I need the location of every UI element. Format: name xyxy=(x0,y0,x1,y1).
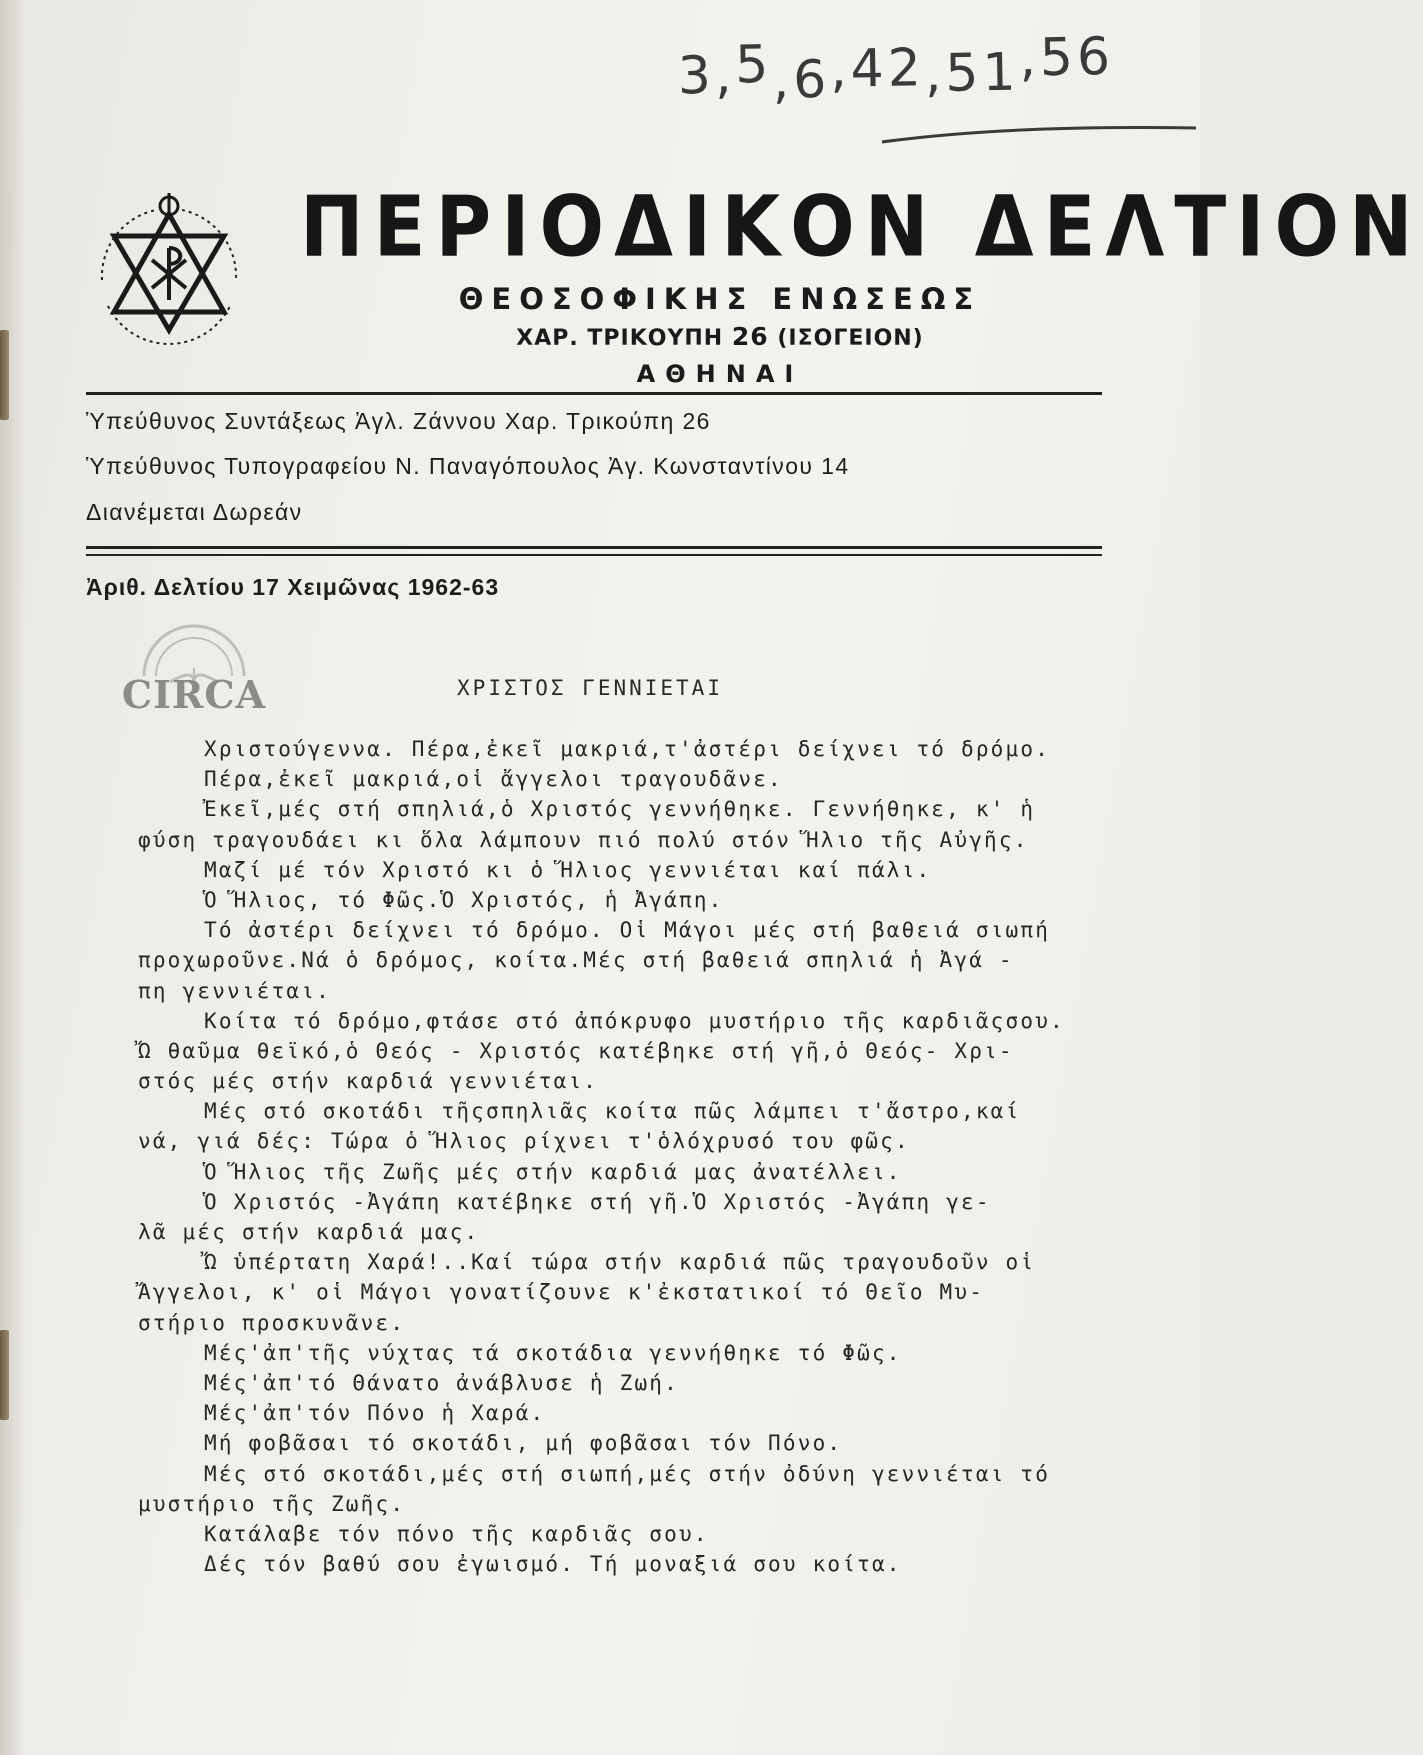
article-line: προχωροῦνε.Νά ὁ δρόμος, κοίτα.Μές στή βαθειά σπηλιά ἡ Ἀγά - xyxy=(138,948,1014,973)
handwritten-number: 3, xyxy=(677,45,736,107)
handwritten-number: 5 xyxy=(734,34,773,96)
bulletin-city: ΑΘΗΝΑΙ xyxy=(636,360,804,388)
circa-watermark-text: CIRCA xyxy=(121,672,267,717)
bulletin-address xyxy=(420,322,1020,351)
handwritten-number: ,56 xyxy=(1018,26,1115,89)
article-title: ΧΡΙΣΤΟΣ ΓΕΝΝΙΕΤΑΙ xyxy=(457,676,723,700)
article-line: Ὁ Χριστός -Ἀγάπη κατέβηκε στή γῆ.Ὁ Χριστός -Ἀγάπη γε- xyxy=(204,1189,991,1214)
article-line: μυστήριο τῆς Ζωῆς. xyxy=(138,1491,406,1516)
article-line: λᾶ μές στήν καρδιά μας. xyxy=(138,1220,480,1244)
article-line: Πέρα,ἐκεῖ μακριά,οἱ ἄγγελοι τραγουδᾶνε. xyxy=(204,767,783,792)
article-line: Μές στό σκοτάδι τῆςσπηλιᾶς κοίτα πῶς λάμπει τ'ἄστρο,καί xyxy=(204,1099,1021,1124)
page-edge-shadow xyxy=(0,0,26,1755)
article-body xyxy=(138,734,1128,1579)
article-line: στήριο προσκυνᾶνε. xyxy=(138,1310,406,1335)
address-street: ΧΑΡ. ΤΡΙΚΟΥΠΗ xyxy=(516,326,724,351)
article-line: νά, γιά δές: Τώρα ὁ Ἥλιος ρίχνει τ'ὁλόχρυσό του φῶς. xyxy=(138,1129,910,1154)
article-line: Ὁ Ἥλιος, τό Φῶς.Ὁ Χριστός, ἡ Ἀγάπη. xyxy=(204,887,724,912)
article-line: πη γεννιέται. xyxy=(138,978,331,1003)
article-line: φύση τραγουδάει κι ὅλα λάμπουν πιό πολύ στόν Ἥλιο τῆς Αὐγῆς. xyxy=(138,827,1029,852)
credits-divider-bottom xyxy=(86,554,1102,556)
handwritten-number: ,42 xyxy=(829,38,926,100)
article-line: Κατάλαβε τόν πόνο τῆς καρδιᾶς σου. xyxy=(204,1521,709,1546)
article-line: Κοίτα τό δρόμο,φτάσε στό ἀπόκρυφο μυστήριο τῆς καρδιᾶςσου. xyxy=(204,1008,1065,1033)
article-line: Μές'ἀπ'τῆς νύχτας τά σκοτάδια γεννήθηκε τό Φῶς. xyxy=(204,1340,902,1365)
article-line: Χριστούγεννα. Πέρα,ἐκεῖ μακριά,τ'ἀστέρι δείχνει τό δρόμο. xyxy=(204,737,1051,761)
article-line: Μές'ἀπ'τόν Πόνο ἡ Χαρά. xyxy=(204,1401,546,1426)
article-line: Δές τόν βαθύ σου ἐγωισμό. Τή μοναξιά σου κοίτα. xyxy=(204,1552,902,1577)
article-line: Μές στό σκοτάδι,μές στή σιωπή,μές στήν ὀδύνη γεννιέται τό xyxy=(204,1461,1051,1486)
handwritten-number: ,51 xyxy=(924,42,1021,105)
header-divider xyxy=(86,392,1102,395)
address-note: (ΙΣΟΓΕΙΟΝ) xyxy=(777,326,924,351)
article-line: Τό ἀστέρι δείχνει τό δρόμο. Οἱ Μάγοι μές στή βαθειά σιωπή xyxy=(204,918,1051,943)
article-line: Μαζί μέ τόν Χριστό κι ὁ Ἥλιος γεννιέται καί πάλι. xyxy=(204,857,932,882)
distribution-note: Διανέμεται Δωρεάν xyxy=(86,499,303,525)
staple-bottom xyxy=(0,1330,9,1420)
bulletin-title: ΠΕΡΙΟΔΙΚΟΝ ΔΕΛΤΙΟΝ xyxy=(300,177,1423,276)
handwritten-underline xyxy=(880,120,1200,160)
article-line: Ἄγγελοι, κ' οἱ Μάγοι γονατίζουνε κ'ἐκστατικοί τό Θεῖο Μυ- xyxy=(138,1280,985,1305)
handwritten-number: ,6 xyxy=(772,49,831,111)
editor-credit: Ὑπεύθυνος Συντάξεως Ἀγλ. Ζάννου Χαρ. Τρικούπη 26 xyxy=(86,408,711,434)
staple-top xyxy=(0,330,9,420)
article-line: Μή φοβᾶσαι τό σκοτάδι, μή φοβᾶσαι τόν Πόνο. xyxy=(204,1431,843,1456)
article-line: Ὁ Ἥλιος τῆς Ζωῆς μές στήν καρδιά μας ἀνατέλλει. xyxy=(204,1159,902,1184)
article-line: στός μές στήν καρδιά γεννιέται. xyxy=(138,1069,599,1094)
bulletin-subtitle: ΘΕΟΣΟΦΙΚΗΣ ΕΝΩΣΕΩΣ xyxy=(458,282,982,316)
printer-credit: Ὑπεύθυνος Τυπογραφείου Ν. Παναγόπουλος Ἀγ. Κωνσταντίνου 14 xyxy=(86,453,850,479)
issue-line: Ἀριθ. Δελτίου 17 Χειμῶνας 1962-63 xyxy=(86,574,500,600)
article-line: Ἐκεῖ,μές στή σπηλιά,ὁ Χριστός γεννήθηκε. Γεννήθηκε, κ' ἡ xyxy=(204,797,1036,822)
theosophical-seal-icon xyxy=(84,188,254,358)
article-line: Ὤ ὑπέρτατη Χαρά!..Καί τώρα στήν καρδιά πῶς τραγουδοῦν οἱ xyxy=(204,1250,1036,1275)
address-number: 26 xyxy=(731,322,769,351)
article-line: Μές'ἀπ'τό Θάνατο ἀνάβλυσε ἡ Ζωή. xyxy=(204,1370,679,1395)
article-line: Ὤ θαῦμα θεϊκό,ὁ Θεός - Χριστός κατέβηκε στή γῆ,ὁ Θεός- Χρι- xyxy=(138,1038,1014,1063)
credits-divider-top xyxy=(86,546,1102,549)
